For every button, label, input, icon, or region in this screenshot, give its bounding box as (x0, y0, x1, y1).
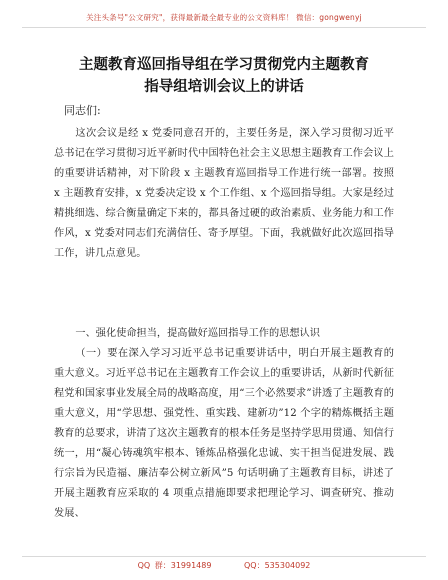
title-line-1: 主题教育巡回指导组在学习贯彻党内主题教育 (79, 57, 369, 73)
header-divider (22, 27, 426, 28)
footer-qq: QQ：535304092 (244, 561, 311, 570)
paragraph-section1-item1: （一）要在深入学习习近平总书记重要讲话中，明白开展主题教育的重大意义。习近平总书记在主题教育工作会议上的重要讲话，从新时代新征程党和国家事业发展全局的战略高度，用“三个必然要求”讲透了主题教育的重大意义，用“学思想、强党性、重实践、建新功”12 个字的精炼概括主题教育的总要求，讲清了这次主题教育的根本任务是坚持学思用贯通、知信行统一，用“凝心铸魂筑牢根本、锤炼品格强化忠诚、实干担当促进发展、践行宗旨为民造福、廉洁奉公树立新风”5 句话明确了主题教育目标，讲述了开展主题教育应采取的 4 项重点措施即要求把理论学习、调查研究、推动发展、 (54, 348, 394, 519)
footer (0, 560, 448, 571)
title-line-2: 指导组培训会议上的讲话 (144, 79, 304, 95)
paragraph-intro: 这次会议是经 x 党委同意召开的，主要任务是，深入学习贯彻习近平总书记在学习贯彻习近平新时代中国特色社会主义思想主题教育工作会议上的重要讲话精神，对下阶段 x 主题教育巡回指导工作进行统一部署。按照 x 主题教育安排，x 党委决定设 x 个工作组、x 个巡回指导组。大家是经过精挑细选、综合衡量确定下来的，都具备过硬的政治素质、业务能力和工作作风，x 党委对同志们充满信任、寄予厚望。下面，我就做好此次巡回指导工作，讲几点意见。 (54, 128, 394, 259)
section1-paragraph-block (54, 344, 394, 524)
footer-qq-group: QQ 群：31991489 (137, 561, 212, 570)
intro-paragraph-block (54, 124, 394, 264)
header-banner: 关注头条号"公文研究"，获得最新最全最专业的公文资料库！ 微信：gongwenyj (86, 13, 362, 22)
document-title (40, 54, 408, 98)
section-heading-1: 一、强化使命担当，提高做好巡回指导工作的思想认识 (75, 328, 320, 339)
salutation: 同志们: (64, 104, 101, 117)
footer-divider (22, 556, 426, 557)
